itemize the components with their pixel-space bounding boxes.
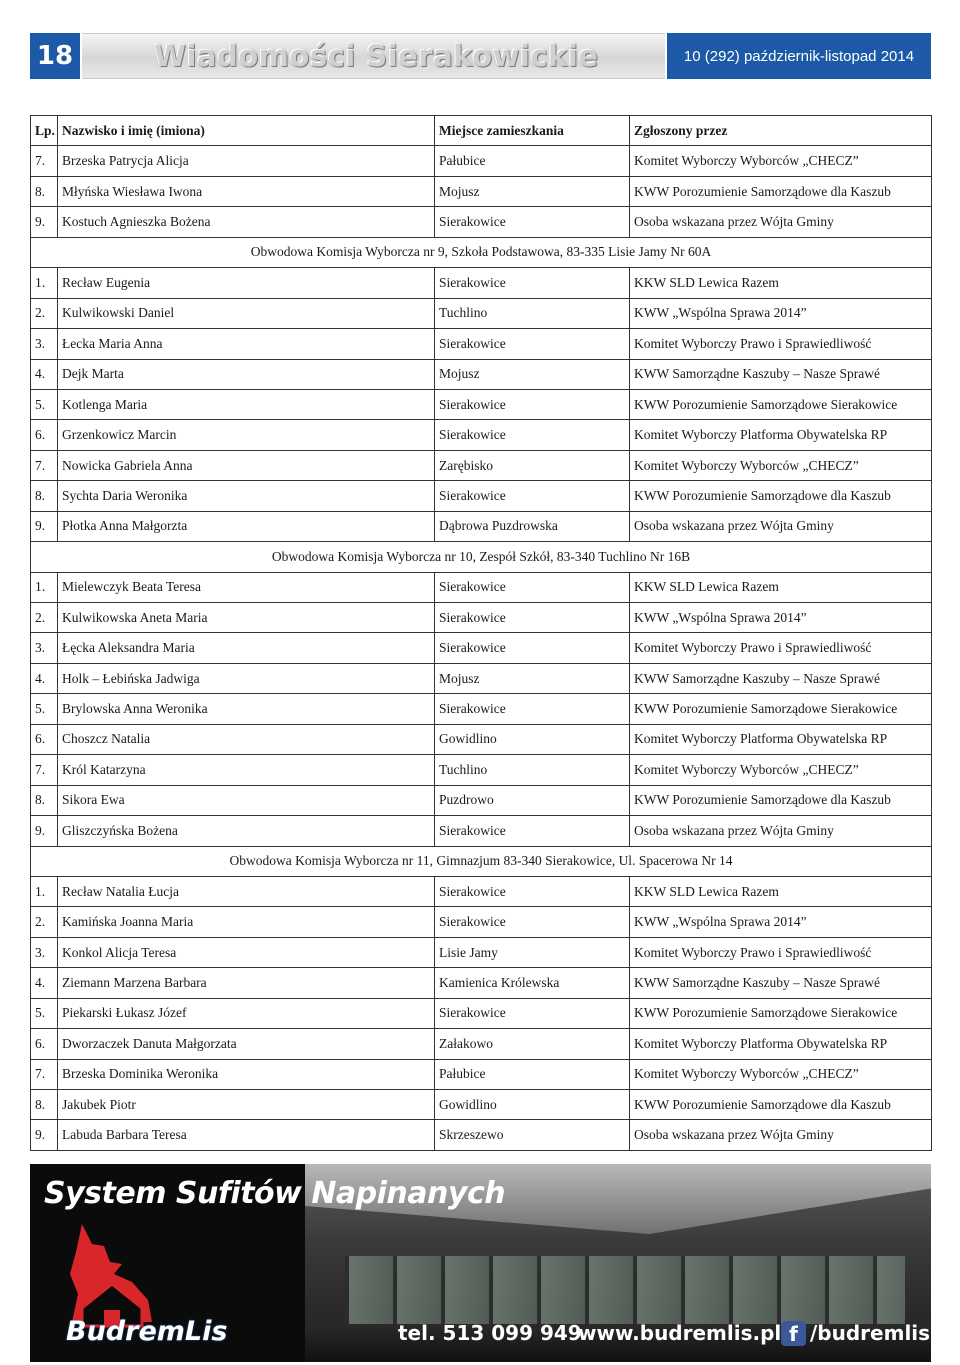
- cell-name: Brylowska Anna Weronika: [58, 694, 435, 724]
- cell-name: Kamińska Joanna Maria: [58, 907, 435, 937]
- cell-place: Dąbrowa Puzdrowska: [435, 511, 630, 541]
- cell-submitted-by: KWW Porozumienie Samorządowe Sierakowice: [630, 694, 932, 724]
- ad-windows: [345, 1256, 905, 1326]
- cell-place: Sierakowice: [435, 207, 630, 237]
- cell-submitted-by: Komitet Wyborczy Wyborców „CHECZ”: [630, 146, 932, 176]
- cell-lp: 9.: [31, 207, 58, 237]
- cell-submitted-by: Osoba wskazana przez Wójta Gminy: [630, 1120, 932, 1150]
- cell-place: Mojusz: [435, 176, 630, 206]
- cell-lp: 9.: [31, 816, 58, 846]
- table-row: [31, 298, 932, 328]
- table-row: [31, 633, 932, 663]
- cell-place: Sierakowice: [435, 816, 630, 846]
- cell-lp: 3.: [31, 329, 58, 359]
- cell-name: Grzenkowicz Marcin: [58, 420, 435, 450]
- ad-facebook-link[interactable]: /budremlis: [810, 1321, 931, 1345]
- cell-place: Pałubice: [435, 1059, 630, 1089]
- cell-lp: 6.: [31, 724, 58, 754]
- cell-submitted-by: KWW Porozumienie Samorządowe dla Kaszub: [630, 785, 932, 815]
- cell-submitted-by: KWW Porozumienie Samorządowe Sierakowice: [630, 389, 932, 419]
- cell-name: Płotka Anna Małgorzta: [58, 511, 435, 541]
- table-row: [31, 937, 932, 967]
- cell-name: Recław Eugenia: [58, 268, 435, 298]
- ad-brand-name: BudremLis: [66, 1316, 228, 1347]
- cell-place: Pałubice: [435, 146, 630, 176]
- table-header-row: [31, 116, 932, 146]
- cell-place: Sierakowice: [435, 572, 630, 602]
- cell-submitted-by: KWW Samorządne Kaszuby – Nasze Sprawé: [630, 359, 932, 389]
- table-row: [31, 694, 932, 724]
- section-title: Obwodowa Komisja Wyborcza nr 11, Gimnazjum 83-340 Sierakowice, Ul. Spacerowa Nr 14: [31, 846, 932, 876]
- cell-place: Sierakowice: [435, 420, 630, 450]
- table-row: [31, 755, 932, 785]
- cell-submitted-by: Komitet Wyborczy Prawo i Sprawiedliwość: [630, 937, 932, 967]
- section-title: Obwodowa Komisja Wyborcza nr 9, Szkoła Podstawowa, 83-335 Lisie Jamy Nr 60A: [31, 237, 932, 267]
- cell-submitted-by: KWW „Wspólna Sprawa 2014”: [630, 907, 932, 937]
- section-title: Obwodowa Komisja Wyborcza nr 10, Zespół Szkół, 83-340 Tuchlino Nr 16B: [31, 542, 932, 572]
- cell-name: Nowicka Gabriela Anna: [58, 450, 435, 480]
- cell-submitted-by: KWW Porozumienie Samorządowe dla Kaszub: [630, 481, 932, 511]
- cell-name: Dworzaczek Danuta Małgorzata: [58, 1029, 435, 1059]
- cell-lp: 6.: [31, 420, 58, 450]
- cell-name: Holk – Łebińska Jadwiga: [58, 663, 435, 693]
- cell-lp: 8.: [31, 785, 58, 815]
- table-body: [31, 146, 932, 1150]
- cell-lp: 8.: [31, 481, 58, 511]
- cell-submitted-by: KWW „Wspólna Sprawa 2014”: [630, 298, 932, 328]
- cell-name: Dejk Marta: [58, 359, 435, 389]
- table-row: [31, 724, 932, 754]
- cell-name: Kulwikowski Daniel: [58, 298, 435, 328]
- table-row: [31, 329, 932, 359]
- cell-name: Piekarski Łukasz Józef: [58, 998, 435, 1028]
- cell-submitted-by: KKW SLD Lewica Razem: [630, 268, 932, 298]
- cell-place: Sierakowice: [435, 998, 630, 1028]
- column-header-submitted-by: Zgłoszony przez: [630, 116, 932, 146]
- cell-submitted-by: Komitet Wyborczy Prawo i Sprawiedliwość: [630, 329, 932, 359]
- cell-name: Kotlenga Maria: [58, 389, 435, 419]
- election-committee-table: [30, 115, 932, 1151]
- cell-name: Jakubek Piotr: [58, 1090, 435, 1120]
- cell-lp: 4.: [31, 663, 58, 693]
- cell-name: Labuda Barbara Teresa: [58, 1120, 435, 1150]
- cell-name: Kostuch Agnieszka Bożena: [58, 207, 435, 237]
- cell-place: Puzdrowo: [435, 785, 630, 815]
- cell-name: Ziemann Marzena Barbara: [58, 968, 435, 998]
- cell-place: Tuchlino: [435, 298, 630, 328]
- cell-name: Sikora Ewa: [58, 785, 435, 815]
- cell-submitted-by: Komitet Wyborczy Wyborców „CHECZ”: [630, 450, 932, 480]
- cell-name: Recław Natalia Łucja: [58, 876, 435, 906]
- table-row: [31, 998, 932, 1028]
- table-row: [31, 816, 932, 846]
- cell-place: Sierakowice: [435, 876, 630, 906]
- table-row: [31, 663, 932, 693]
- cell-place: Gowidlino: [435, 1090, 630, 1120]
- cell-place: Mojusz: [435, 663, 630, 693]
- table-row: [31, 207, 932, 237]
- page-header: [30, 33, 931, 79]
- table-row: [31, 389, 932, 419]
- cell-name: Brzeska Dominika Weronika: [58, 1059, 435, 1089]
- cell-submitted-by: KWW „Wspólna Sprawa 2014”: [630, 603, 932, 633]
- cell-name: Kulwikowska Aneta Maria: [58, 603, 435, 633]
- cell-lp: 1.: [31, 572, 58, 602]
- cell-submitted-by: KWW Porozumienie Samorządowe dla Kaszub: [630, 1090, 932, 1120]
- cell-submitted-by: KKW SLD Lewica Razem: [630, 572, 932, 602]
- table-row: [31, 176, 932, 206]
- table-row: [31, 603, 932, 633]
- cell-lp: 5.: [31, 998, 58, 1028]
- cell-name: Łecka Maria Anna: [58, 329, 435, 359]
- cell-lp: 7.: [31, 755, 58, 785]
- cell-submitted-by: Osoba wskazana przez Wójta Gminy: [630, 816, 932, 846]
- cell-place: Tuchlino: [435, 755, 630, 785]
- cell-name: Młyńska Wiesława Iwona: [58, 176, 435, 206]
- table-row: [31, 420, 932, 450]
- cell-name: Król Katarzyna: [58, 755, 435, 785]
- cell-place: Załakowo: [435, 1029, 630, 1059]
- cell-place: Mojusz: [435, 359, 630, 389]
- cell-place: Sierakowice: [435, 481, 630, 511]
- ad-headline: System Sufitów Napinanych: [44, 1176, 506, 1211]
- section-header-row: [31, 542, 932, 572]
- table-row: [31, 572, 932, 602]
- cell-lp: 2.: [31, 603, 58, 633]
- cell-place: Sierakowice: [435, 907, 630, 937]
- table-row: [31, 1059, 932, 1089]
- cell-place: Sierakowice: [435, 329, 630, 359]
- column-header-lp: Lp.: [31, 116, 58, 146]
- cell-name: Łęcka Aleksandra Maria: [58, 633, 435, 663]
- cell-submitted-by: Komitet Wyborczy Wyborców „CHECZ”: [630, 1059, 932, 1089]
- cell-place: Sierakowice: [435, 633, 630, 663]
- column-header-name: Nazwisko i imię (imiona): [58, 116, 435, 146]
- cell-name: Gliszczyńska Bożena: [58, 816, 435, 846]
- cell-place: Skrzeszewo: [435, 1120, 630, 1150]
- cell-submitted-by: Komitet Wyborczy Platforma Obywatelska RP: [630, 1029, 932, 1059]
- cell-lp: 4.: [31, 359, 58, 389]
- cell-submitted-by: KKW SLD Lewica Razem: [630, 876, 932, 906]
- cell-name: Choszcz Natalia: [58, 724, 435, 754]
- table-row: [31, 268, 932, 298]
- ad-phone[interactable]: tel. 513 099 949: [398, 1321, 582, 1345]
- cell-lp: 8.: [31, 176, 58, 206]
- cell-lp: 6.: [31, 1029, 58, 1059]
- cell-lp: 5.: [31, 694, 58, 724]
- table-row: [31, 359, 932, 389]
- table-row: [31, 146, 932, 176]
- cell-place: Sierakowice: [435, 389, 630, 419]
- section-header-row: [31, 237, 932, 267]
- cell-name: Mielewczyk Beata Teresa: [58, 572, 435, 602]
- table-row: [31, 511, 932, 541]
- cell-lp: 4.: [31, 968, 58, 998]
- cell-submitted-by: KWW Samorządne Kaszuby – Nasze Sprawé: [630, 968, 932, 998]
- table-row: [31, 1029, 932, 1059]
- publication-title-bar: [82, 33, 665, 79]
- table-row: [31, 968, 932, 998]
- cell-submitted-by: Komitet Wyborczy Prawo i Sprawiedliwość: [630, 633, 932, 663]
- cell-place: Kamienica Królewska: [435, 968, 630, 998]
- table-row: [31, 907, 932, 937]
- cell-submitted-by: KWW Porozumienie Samorządowe dla Kaszub: [630, 176, 932, 206]
- cell-name: Sychta Daria Weronika: [58, 481, 435, 511]
- cell-place: Sierakowice: [435, 268, 630, 298]
- cell-submitted-by: Komitet Wyborczy Platforma Obywatelska RP: [630, 724, 932, 754]
- table-row: [31, 876, 932, 906]
- cell-lp: 3.: [31, 633, 58, 663]
- page-number: 18: [30, 33, 80, 79]
- issue-info: 10 (292) październik-listopad 2014: [667, 33, 931, 79]
- section-header-row: [31, 846, 932, 876]
- column-header-place: Miejsce zamieszkania: [435, 116, 630, 146]
- table-row: [31, 481, 932, 511]
- cell-place: Zarębisko: [435, 450, 630, 480]
- publication-title: Wiadomości Sierakowickie: [154, 39, 599, 73]
- cell-place: Sierakowice: [435, 694, 630, 724]
- cell-lp: 2.: [31, 298, 58, 328]
- cell-submitted-by: Komitet Wyborczy Wyborców „CHECZ”: [630, 755, 932, 785]
- table-row: [31, 785, 932, 815]
- cell-lp: 5.: [31, 389, 58, 419]
- cell-lp: 9.: [31, 511, 58, 541]
- cell-lp: 8.: [31, 1090, 58, 1120]
- cell-submitted-by: KWW Samorządne Kaszuby – Nasze Sprawé: [630, 663, 932, 693]
- table-row: [31, 450, 932, 480]
- cell-lp: 2.: [31, 907, 58, 937]
- cell-submitted-by: Osoba wskazana przez Wójta Gminy: [630, 207, 932, 237]
- cell-lp: 9.: [31, 1120, 58, 1150]
- cell-place: Sierakowice: [435, 603, 630, 633]
- cell-submitted-by: Osoba wskazana przez Wójta Gminy: [630, 511, 932, 541]
- cell-lp: 1.: [31, 268, 58, 298]
- cell-lp: 3.: [31, 937, 58, 967]
- facebook-icon[interactable]: f: [781, 1321, 806, 1346]
- table-row: [31, 1120, 932, 1150]
- cell-submitted-by: Komitet Wyborczy Platforma Obywatelska RP: [630, 420, 932, 450]
- cell-name: Brzeska Patrycja Alicja: [58, 146, 435, 176]
- cell-name: Konkol Alicja Teresa: [58, 937, 435, 967]
- cell-lp: 7.: [31, 450, 58, 480]
- cell-place: Gowidlino: [435, 724, 630, 754]
- cell-lp: 1.: [31, 876, 58, 906]
- advertisement-banner[interactable]: [30, 1164, 931, 1362]
- cell-lp: 7.: [31, 146, 58, 176]
- cell-submitted-by: KWW Porozumienie Samorządowe Sierakowice: [630, 998, 932, 1028]
- cell-lp: 7.: [31, 1059, 58, 1089]
- cell-place: Lisie Jamy: [435, 937, 630, 967]
- table-row: [31, 1090, 932, 1120]
- ad-website-link[interactable]: www.budremlis.pl: [578, 1321, 782, 1345]
